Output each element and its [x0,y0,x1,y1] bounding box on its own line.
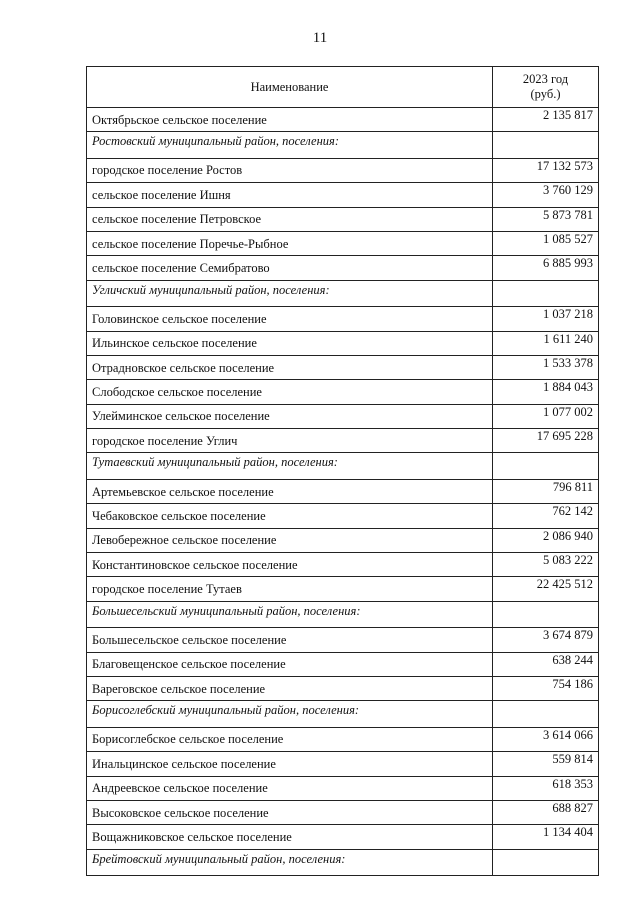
section-title: Ростовский муниципальный район, поселения: [87,132,493,158]
table-row [87,256,599,280]
settlement-name: Головинское сельское поселение [87,307,493,331]
settlement-name: Большесельское сельское поселение [87,628,493,652]
table-row [87,752,599,776]
amount-cell: 3 614 066 [493,727,599,751]
table-row [87,676,599,700]
amount-cell [493,132,599,158]
table-row [87,628,599,652]
amount-cell: 796 811 [493,479,599,503]
section-title: Борисоглебский муниципальный район, поселения: [87,701,493,727]
amount-cell [493,280,599,306]
table-row [87,479,599,503]
section-title: Большесельский муниципальный район, поселения: [87,601,493,627]
table-row [87,404,599,428]
amount-cell: 559 814 [493,752,599,776]
settlement-name: Улейминское сельское поселение [87,404,493,428]
amount-cell: 5 873 781 [493,207,599,231]
settlement-name: Вареговское сельское поселение [87,676,493,700]
amount-cell: 688 827 [493,800,599,824]
settlement-name: сельское поселение Ишня [87,183,493,207]
amount-cell: 1 085 527 [493,231,599,255]
settlement-name: Высоковское сельское поселение [87,800,493,824]
header-year [493,67,599,108]
table-row [87,331,599,355]
table-row [87,429,599,453]
amount-cell: 638 244 [493,652,599,676]
amount-cell [493,849,599,875]
amount-cell: 3 760 129 [493,183,599,207]
amount-cell: 762 142 [493,504,599,528]
amount-cell: 5 083 222 [493,553,599,577]
table-row [87,207,599,231]
settlement-name: городское поселение Тутаев [87,577,493,601]
header-name: Наименование [87,67,493,108]
settlement-name: Октябрьское сельское поселение [87,108,493,132]
settlement-name: Слободское сельское поселение [87,380,493,404]
header-year-line1: 2023 год [522,72,569,86]
amount-cell [493,453,599,479]
section-row [87,453,599,479]
table-row [87,528,599,552]
table-row [87,231,599,255]
budget-table [86,66,599,876]
table-row [87,504,599,528]
amount-cell: 1 077 002 [493,404,599,428]
table-row [87,825,599,849]
table-row [87,158,599,182]
header-year-line2: (руб.) [530,87,561,101]
table-row [87,652,599,676]
settlement-name: городское поселение Ростов [87,158,493,182]
settlement-name: Инальцинское сельское поселение [87,752,493,776]
table-row [87,727,599,751]
amount-cell: 22 425 512 [493,577,599,601]
amount-cell: 1 134 404 [493,825,599,849]
table-row [87,800,599,824]
settlement-name: сельское поселение Петровское [87,207,493,231]
section-row [87,132,599,158]
amount-cell: 754 186 [493,676,599,700]
table-row [87,307,599,331]
amount-cell: 1 037 218 [493,307,599,331]
amount-cell: 17 132 573 [493,158,599,182]
settlement-name: Артемьевское сельское поселение [87,479,493,503]
table-row [87,380,599,404]
section-title: Угличский муниципальный район, поселения: [87,280,493,306]
amount-cell: 2 135 817 [493,108,599,132]
table-row [87,108,599,132]
settlement-name: Андреевское сельское поселение [87,776,493,800]
settlement-name: Константиновское сельское поселение [87,553,493,577]
amount-cell: 2 086 940 [493,528,599,552]
amount-cell: 6 885 993 [493,256,599,280]
settlement-name: сельское поселение Поречье-Рыбное [87,231,493,255]
amount-cell: 1 611 240 [493,331,599,355]
amount-cell: 3 674 879 [493,628,599,652]
section-row [87,280,599,306]
settlement-name: Отрадновское сельское поселение [87,355,493,379]
settlement-name: Левобережное сельское поселение [87,528,493,552]
section-row [87,701,599,727]
amount-cell: 1 533 378 [493,355,599,379]
table-row [87,355,599,379]
settlement-name: Борисоглебское сельское поселение [87,727,493,751]
settlement-name: Вощажниковское сельское поселение [87,825,493,849]
table-row [87,776,599,800]
section-title: Тутаевский муниципальный район, поселения: [87,453,493,479]
section-title: Брейтовский муниципальный район, поселения: [87,849,493,875]
page-number: 11 [312,30,328,46]
amount-cell [493,701,599,727]
header-row [87,67,599,108]
amount-cell [493,601,599,627]
table-row [87,183,599,207]
settlement-name: городское поселение Углич [87,429,493,453]
amount-cell: 17 695 228 [493,429,599,453]
settlement-name: Благовещенское сельское поселение [87,652,493,676]
amount-cell: 618 353 [493,776,599,800]
table-row [87,553,599,577]
table-row [87,577,599,601]
section-row [87,601,599,627]
settlement-name: сельское поселение Семибратово [87,256,493,280]
section-row [87,849,599,875]
settlement-name: Чебаковское сельское поселение [87,504,493,528]
settlement-name: Ильинское сельское поселение [87,331,493,355]
amount-cell: 1 884 043 [493,380,599,404]
